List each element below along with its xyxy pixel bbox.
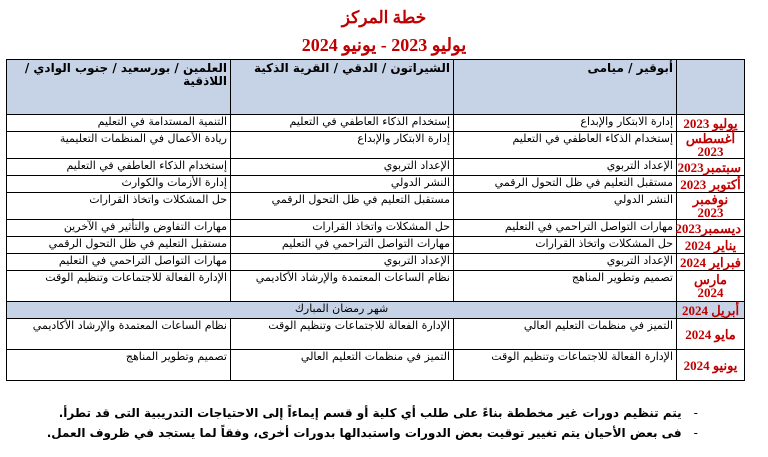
note-text: يتم تنظيم دورات غير مخططة بناءً على طلب أي كلية أو قسم إيماءاً إلى الاحتياجات التدريبية التى قد تطرأ. <box>58 406 682 420</box>
month-cell: مارس 2024 <box>677 271 745 302</box>
course-cell: مهارات التواصل التراحمي في التعليم <box>7 254 231 271</box>
header-col2: الشيراتون / الدقي / القرية الذكية <box>231 60 454 115</box>
table-row <box>7 193 745 220</box>
course-cell: التميز في منظمات التعليم العالي <box>231 350 454 381</box>
course-cell: الإعداد التربوي <box>231 254 454 271</box>
table-row <box>7 159 745 176</box>
note-dash: - <box>693 426 698 440</box>
course-cell: الإعداد التربوي <box>454 254 677 271</box>
course-cell: إستخدام الذكاء العاطفي في التعليم <box>454 132 677 159</box>
course-cell: مستقبل التعليم في ظل التحول الرقمي <box>454 176 677 193</box>
month-cell: أغسطس 2023 <box>677 132 745 159</box>
plan-table <box>6 59 745 381</box>
table-row <box>7 220 745 237</box>
note-item <box>47 403 698 423</box>
month-cell: يونيو 2024 <box>677 350 745 381</box>
course-cell: التنمية المستدامة في التعليم <box>7 115 231 132</box>
course-cell: التميز في منظمات التعليم العالي <box>454 319 677 350</box>
table-row <box>7 350 745 381</box>
table-row <box>7 237 745 254</box>
page-title: خطة المركز <box>341 8 427 27</box>
month-cell: يناير 2024 <box>677 237 745 254</box>
course-cell: الإدارة الفعالة للاجتماعات وتنظيم الوقت <box>7 271 231 302</box>
course-cell: تصميم وتطوير المناهج <box>454 271 677 302</box>
header-col1: أبوقير / ميامى <box>454 60 677 115</box>
course-cell: إستخدام الذكاء العاطفي في التعليم <box>231 115 454 132</box>
note-dash: - <box>693 406 698 420</box>
note-text: فى بعض الأحيان يتم تغيير توقيت بعض الدورات واستبدالها بدورات أخرى، وفقاً لما يستجد في ظروف العمل. <box>46 426 682 440</box>
course-cell: مهارات التفاوض والتأثير في الآخرين <box>7 220 231 237</box>
course-cell: حل المشكلات واتخاذ القرارات <box>454 237 677 254</box>
header-col3: العلمين / بورسعيد / جنوب الوادي / اللاذقية <box>7 60 231 115</box>
course-cell: الإعداد التربوي <box>454 159 677 176</box>
course-cell: إدارة الابتكار والإبداع <box>454 115 677 132</box>
month-cell: فبراير 2024 <box>677 254 745 271</box>
course-cell: الإدارة الفعالة للاجتماعات وتنظيم الوقت <box>231 319 454 350</box>
course-cell: النشر الدولي <box>454 193 677 220</box>
course-cell: مهارات التواصل التراحمي في التعليم <box>454 220 677 237</box>
course-cell: مستقبل التعليم في ظل التحول الرقمي <box>231 193 454 220</box>
course-cell: نظام الساعات المعتمدة والإرشاد الأكاديمي <box>7 319 231 350</box>
course-cell: إستخدام الذكاء العاطفي في التعليم <box>7 159 231 176</box>
course-cell: تصميم وتطوير المناهج <box>7 350 231 381</box>
table-header-row <box>7 60 745 115</box>
month-cell: ديسمبر2023 <box>677 220 745 237</box>
course-cell: ريادة الأعمال في المنظمات التعليمية <box>7 132 231 159</box>
table-row <box>7 319 745 350</box>
month-cell: سبتمبر2023 <box>677 159 745 176</box>
table-row <box>7 254 745 271</box>
course-cell: مهارات التواصل التراحمي في التعليم <box>231 237 454 254</box>
course-cell: حل المشكلات واتخاذ القرارات <box>7 193 231 220</box>
table-row <box>7 271 745 302</box>
month-cell: أبريل 2024 <box>677 302 745 319</box>
ramadan-row <box>7 302 745 319</box>
table-row <box>7 132 745 159</box>
table-row <box>7 115 745 132</box>
month-cell: نوفمبر 2023 <box>677 193 745 220</box>
month-cell: أكتوبر 2023 <box>677 176 745 193</box>
header-month <box>677 60 745 115</box>
ramadan-cell: شهر رمضان المبارك <box>7 302 677 319</box>
course-cell: الإدارة الفعالة للاجتماعات وتنظيم الوقت <box>454 350 677 381</box>
course-cell: مستقبل التعليم في ظل التحول الرقمي <box>7 237 231 254</box>
note-item <box>47 423 698 443</box>
course-cell: حل المشكلات واتخاذ القرارات <box>231 220 454 237</box>
course-cell: النشر الدولي <box>231 176 454 193</box>
course-cell: إدارة الابتكار والإبداع <box>231 132 454 159</box>
month-cell: يوليو 2023 <box>677 115 745 132</box>
course-cell: نظام الساعات المعتمدة والإرشاد الأكاديمي <box>231 271 454 302</box>
notes-section <box>47 403 698 443</box>
table-row <box>7 176 745 193</box>
month-cell: مايو 2024 <box>677 319 745 350</box>
course-cell: إدارة الأزمات والكوارث <box>7 176 231 193</box>
page-subtitle: يوليو 2023 - يونيو 2024 <box>301 35 467 55</box>
course-cell: الإعداد التربوي <box>231 159 454 176</box>
